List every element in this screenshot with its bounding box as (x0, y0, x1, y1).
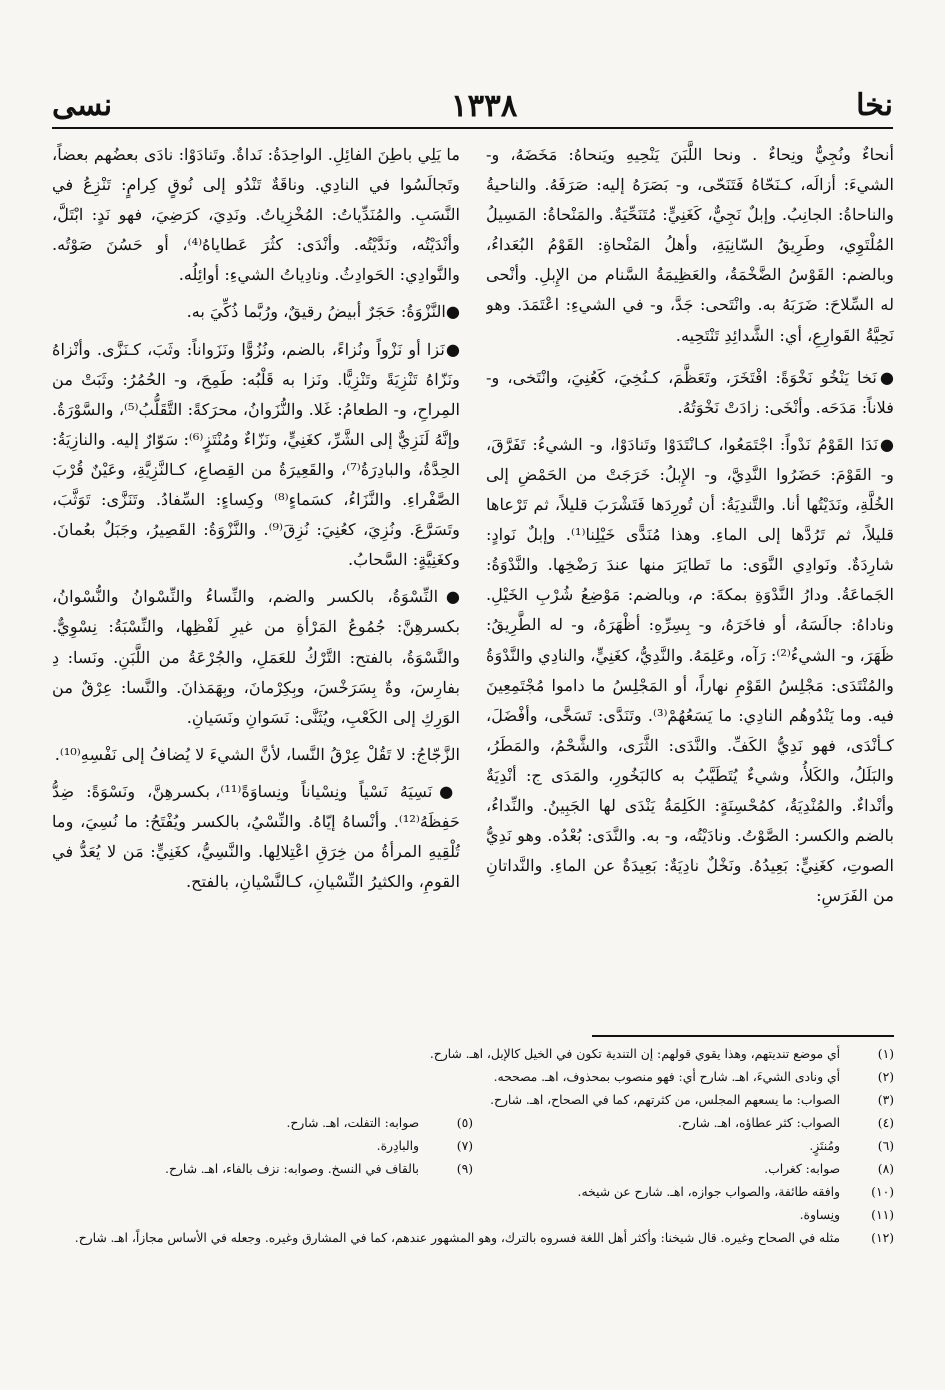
footnote (52, 1227, 894, 1250)
header-rule (52, 127, 893, 129)
footnote-text: والبادِرة. (376, 1139, 419, 1153)
footnote (52, 1158, 473, 1181)
footnote-text: أي ونادى الشيءَ، اهـ. شارح أي: فهو منصوب بمحذوف، اهـ. مصححه. (493, 1070, 840, 1084)
footnote (52, 1112, 473, 1135)
footnote (473, 1135, 894, 1158)
footnotes (52, 1043, 894, 1250)
footnote-text: مثله في الصحاح وغيره. قال شيخنا: وأكثر أهل اللغة فسروه بالترك، وهو المشهور عندهم، كما في المشارق وغيره. وجعله في الأساس مجازاً، اهـ. شارح. (74, 1231, 840, 1245)
left-column (52, 140, 460, 1025)
entry-paragraph: ●نَزا أو نَزْواً ونُزاءً، بالضم، ونُزُوًّا ونَزَواناً: وثَبَ، كـنَزَّى. وأنْزاهُ ونَزّاهُ تَنْزِيَةً وتَنْزِيًّا. ونَزا به قَلْبُه: طَمِحَ، و- الحُمُرُ: وثَبَتْ من المِراحِ، و- الطعامُ: غَلا. والنُّزَوانُ، محرَكةً: التَّقَلُّبُ⁽⁵⁾، والسَّوْرَةُ. وإنَّهُ لَنَزِيٌّ إلى الشَّرِّ، كغَنِيٍّ، ونَزّاءٌ ومُنْتَزٍ⁽⁶⁾: سَوّارٌ إليه. والنازِيَةُ: الحِدَّةُ، والبادِرَةُ⁽⁷⁾، والقَعِيرَةُ من القِصاعِ، كـالنَّزِيَّةِ، وعَيْنٌ قُرْبَ الصَّفْراءِ. والنَّزَاءُ، كسَماءٍ⁽⁸⁾ وكِساءٍ: السِّفادُ. وتَنَزَّى: تَوَثَّبَ، وتَسَرَّعَ. ونُزِيَ، كعُنِيَ: نُزِقَ⁽⁹⁾. والنَّزْوَةُ: القَصِيرُ، وجَبَلٌ بعُمانَ. وكغَنِيَّةٍ: السَّحابُ. (52, 339, 460, 570)
page-header (52, 84, 893, 124)
footnote-number: (٣) (877, 1093, 894, 1107)
footnote-number: (١) (877, 1047, 894, 1061)
entry-paragraph: ●نَخا يَنْخُو نَخْوَةً: افْتَخَرَ، وتَعَظَّمَ، كـنُخِيَ، كَعُنِيَ، وانْتَخى، و- فلاناً: مَدَحَه. وأنْخَى: زادَتْ نَخْوَتُهُ. (486, 367, 894, 417)
footnote-number: (٢) (877, 1070, 894, 1084)
entry-paragraph: ●النَّزْوَةُ: حَجَرٌ أبيضُ رقيقٌ، ورُبَّما ذُكِّيَ به. (186, 302, 460, 322)
footnote-text: بالقاف في النسخ. وصوابه: نزف بالفاء، اهـ. شارح. (165, 1162, 419, 1176)
footnote-number: (١١) (871, 1208, 894, 1222)
footnote (52, 1181, 894, 1204)
entry-paragraph: ما يَلِي باطِنَ الفائِلِ. الواحِدَةُ: نَداةٌ. وتَنادَوْا: نادَى بعضُهم بعضاً، وتَجالَسُوا في النادِي. وناقَةٌ تَنْدُو إلى نُوقٍ كِرامٍ: تَنْزِعُ في النَّسَبِ. والمُنَدِّياتُ: المُخْزِياتُ. ونَدِيَ، كرَضِيَ، فهو نَدٍ: ابْتَلَّ، وأنْدَيْتُه، ونَدَّيْتُه. وأنْدَى: كثُرَ عَطاياهُ⁽⁴⁾، أو حَسُنَ صَوْتُه. والنَّوادِي: الحَوادِثُ. ونادِياتُ الشيءِ: أوائِلُه. (52, 145, 460, 285)
footnote-text: الصواب: كثر عطاؤه، اهـ. شارح. (677, 1116, 840, 1130)
footnote (52, 1066, 894, 1089)
footnote-text: وافقه طائفة، والصواب جوازه، اهـ. شارح عن شيخه. (577, 1185, 840, 1199)
footnote-number: (٧) (456, 1139, 473, 1153)
footnote-number: (١٠) (871, 1185, 894, 1199)
footnote (473, 1112, 894, 1135)
footnote-text: صوابه: التفلت، اهـ. شارح. (286, 1116, 419, 1130)
footnote-text: صوابه: كغراب. (764, 1162, 840, 1176)
right-column (486, 140, 894, 1025)
page-number: ١٣٣٨ (450, 88, 518, 124)
footnote-number: (٦) (877, 1139, 894, 1153)
entry-paragraph: ●النِّسْوَةُ، بالكسر والضم، والنِّساءُ والنِّسْوانُ والنُّسْوانُ، بكسرهِنَّ: جُمُوعُ المَرْأةِ من غيرِ لَفْظِها، والنِّسْبَةُ: نِسْوِيٌّ. والنَّسْوَةُ، بالفتح: التَّرْكُ للعَمَلِ، والجُرْعَةُ من اللَّبَنِ. ونَسا: دِ بفارِسَ، وةٌ بِسَرَخْسَ، وبِكِرْمانَ، وبِهَمَذانَ. والنَّسا: عِرْقٌ من الوَرِكِ إلى الكَعْبِ، ويُثَنَّى: نَسَوانِ ونَسَيانِ. (52, 587, 460, 727)
footnote-number: (١٢) (871, 1231, 894, 1245)
footnote (52, 1089, 894, 1112)
footnote (52, 1135, 473, 1158)
entry-paragraph: أنحاءٌ ونُجِيٌّ ونِحاءٌ . ونحا اللَّبَنَ يَنْحِيهِ ويَنحاهُ: مَخَضَهُ، و- الشيءَ: أزالَه، كـنَحّاهُ فَتَنَحّى، و- بَصَرَهُ إليه: صَرَفَهُ. والناحيةُ والناحاةُ: الجانِبُ. وإبلٌ نَجِيٌّ، كَغَنِيٍّ: مُتَنَحِّيَةٌ. والمَنْحاةُ: المَسِيلُ المُلْتَوِي، وطَرِيقُ السّانِيَةِ، وأهلُ المَنْحاةِ: القَوْمُ البُعَداءُ، وبالضم: القَوْسُ الضَّخْمَةُ، والعَظِيمَةُ السَّنام من الإِبلِ. وأنْحى له السِّلاحَ: ضَرَبَهُ به. وانْتَحى: جَدَّ، و- في الشيءِ: اعْتَمَدَ. وهو نَحِيَّةُ القَوارِعِ، أي: الشَّدائِدِ تَنْتَحِيه. (486, 145, 894, 345)
footnote-rule (592, 1035, 894, 1037)
entry-paragraph: الزَّجّاجُ: لا تَقُلْ عِرْقُ النَّسا، لأنَّ الشيءَ لا يُضافُ إلى نَفْسِهِ⁽¹⁰⁾. (54, 744, 460, 764)
footnote-text: ومُنتَزٍ. (809, 1139, 840, 1153)
footnote-number: (٤) (877, 1116, 894, 1130)
footnote-text: الصواب: ما يسعهم المجلس، من كثرتهم، كما في الصحاح، اهـ. شارح. (490, 1093, 840, 1107)
footnote-number: (٥) (456, 1116, 473, 1130)
footnote-text: أي موضع تنديتهم، وهذا يقوي قولهم: إن التندية تكون في الخيل كالإبل، اهـ. شارح. (429, 1047, 840, 1061)
header-right-word: نخا (856, 88, 893, 123)
entry-paragraph: ●نَسِيَهُ نَسْياً ونِسْياناً ونِساوَةً⁽¹¹⁾، بكسرهِنَّ، ونَسْوَةً: ضِدُّ حَفِظَهُ⁽¹²⁾. وأنْساهُ إيّاهُ. والنِّسْيُ، بالكسر ويُفْتَحُ: ما نُسِيَ، وما تُلْقِيهِ المرأةُ من خِرَقِ اعْتِلالِها. والنَّسِيُّ، كغَنِيٍّ: مَن لا يُعَدُّ في القومِ، والكثيرُ النِّسْيانِ، كـالنَّسْيانِ، بالفتح. (52, 781, 460, 892)
footnote (52, 1204, 894, 1227)
footnote-number: (٩) (456, 1162, 473, 1176)
footnote (473, 1158, 894, 1181)
footnote-text: ونِساوة. (799, 1208, 840, 1222)
footnote-number: (٨) (877, 1162, 894, 1176)
entry-paragraph: ●نَدَا القَوْمُ نَدْواً: اجْتَمَعُوا، كـانْتَدَوْا وتَنادَوْا، و- الشيءُ: تَفَرَّقَ، و- القَوْمَ: حَضَرُوا النَّدِيَّ، و- الإِبلُ: خَرَجَتْ من الحَمْضِ إلى الخُلَّةِ، ونَدَيْتُها أنا. والتَّندِيَةُ: أن تُورِدَها فَتَشْرَبَ قليلاً، ثم تَرْعاها قليلاً، ثم تَرُدَّها إلى الماءِ. وهذا مُنَدًّى خَيْلِنا⁽¹⁾. وإبلٌ نَوادٍ: شارِدَةٌ. ونَوادِي النَّوَى: ما تَطايَرَ منها عندَ رَضْخِها. والنَّدْوَةُ: الجَماعَةُ. ودارُ النَّدْوَةِ بمكةَ: م، وبالضم: مَوْضِعُ شُرْبِ الخَيْلِ. وناداهُ: جالَسَهُ، أو فاخَرَهُ، و- بِسِرِّهِ: أظْهَرَهُ، و- له الطَّرِيقُ: ظَهَرَ، و- الشيءُ⁽²⁾: رَآه، وعَلِمَهُ. والنَّدِيُّ، كغَنِيٍّ، والنادِي والنَّدْوَةُ والمُنْتَدَى: مَجْلِسُ القَوْمِ نهاراً، أو المَجْلِسُ ما داموا مُجْتَمِعِينَ فيه. وما يَنْدُوهُم النادِي: ما يَسَعُهُمْ⁽³⁾. وتَنَدَّى: تَسَخَّى، وأفْضَلَ، كـأنْدَى، فهو نَدِيُّ الكَفِّ. والنَّدَى: الثَّرَى، والشَّحْمُ، والمَطَرُ، والبَلَلُ، والكَلأُ، وشيءٌ يُتَطَيَّبُ به كالبَخُورِ، والمَدَى ج: أنْدِيَةٌ وأنْداءٌ. والمُنْدِيَةُ، كمُحْسِنَةٍ: الكَلِمَةُ يَنْدَى لها الجَبِينُ. والنِّداءُ، بالضم والكسر: الصَّوْتُ. ونادَيْتُه، و- به. والنَّدَى: بُعْدُه. وهو نَدِيُّ الصوتِ، كغَنِيٍّ: بَعِيدُهُ. ونَخْلٌ نادِيَةٌ: بَعِيدَةٌ عن الماءِ. والنَّداتانِ من الفَرَسِ: (486, 434, 894, 906)
header-left-word: نسى (52, 88, 113, 123)
footnote (52, 1043, 894, 1066)
